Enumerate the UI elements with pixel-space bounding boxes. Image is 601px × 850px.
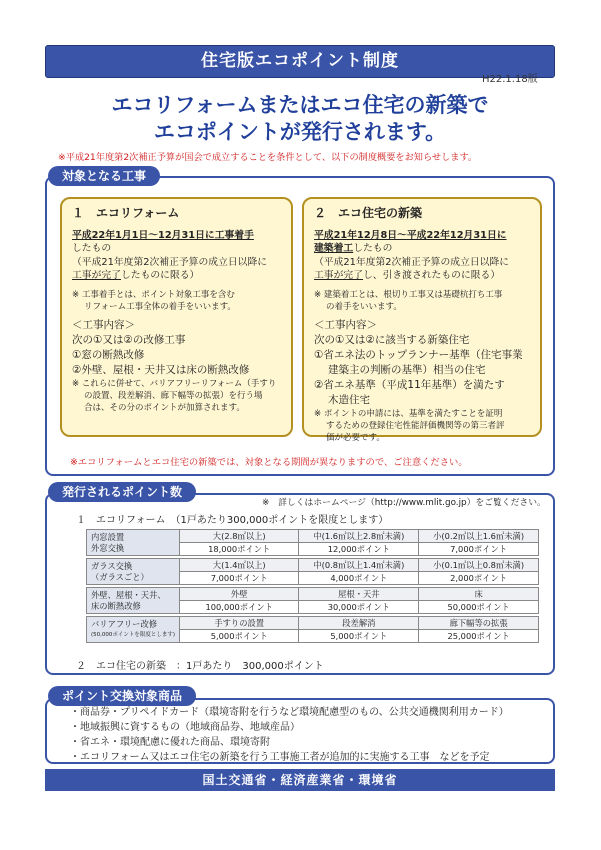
exchange-item: ・商品券・プリペイドカード（環境寄附を行うなど環境配慮型のもの、公共交通機関利用カード） [70,707,509,718]
points-table-value-cell: 100,000ポイント [179,601,299,614]
eco-reform-c3: ②外壁、屋根・天井又は床の断熱改修 [72,363,250,376]
points-table-size-cell: 手すりの設置 [179,617,299,630]
points-table-category: 内窓設置 外窓交換 [87,530,180,556]
eco-house-note1: ※ 建築着工とは、根切り工事又は基礎杭打ち工事 [314,289,503,300]
headline [40,92,560,146]
headline-line2: エコポイントが発行されます。 [153,120,447,144]
eco-reform-content-title: ＜工事内容＞ [72,318,135,331]
period-warning: ※エコリフォームとエコ住宅の新築では、対象となる期間が異なりますので、ご注意ください。 [70,457,468,468]
eco-house-c3: 建築主の判断の基準）相当の住宅 [328,363,486,376]
points-table-value-cell: 2,000ポイント [419,572,539,585]
points-table-value-cell: 5,000ポイント [299,630,419,643]
exchange-items-list [70,705,509,765]
points-table-size-cell: 小(0.2㎡以上1.6㎡未満) [419,530,539,543]
eco-reform-points-line: １ エコリフォーム （1戸あたり300,000ポイントを限度とします） [76,515,389,526]
eco-reform-note1: ※ 工事着手とは、ポイント対象工事を含む [72,289,235,300]
points-table-value-cell: 30,000ポイント [299,601,419,614]
eco-reform-heading: １ エコリフォーム [72,206,180,220]
eco-house-n3: 価が必要です。 [326,432,385,443]
eco-reform-n3: 合は、その分のポイントが加算されます。 [84,402,245,413]
points-table-value-cell: 7,000ポイント [419,543,539,556]
eco-house-heading: ２ エコ住宅の新築 [314,206,423,220]
eco-house-n2: するための登録住宅性能評価機関等の第三者評 [326,420,505,431]
eco-reform-c1: 次の①又は②の改修工事 [72,333,186,346]
points-table-category: 外壁、屋根・天井、 床の断熱改修 [87,588,180,614]
homepage-reference: ※ 詳しくはホームページ（http://www.mlit.go.jp）をご覧ください。 [262,498,546,508]
points-table-category: バリアフリー改修 (50,000ポイントを限度とします) [87,617,180,643]
eco-house-period1: 平成21年12月8日～平成22年12月31日に [314,229,507,241]
eco-reform-n1: ※ これらに併せて、バリアフリーリフォーム（手すり [72,378,277,389]
eco-house-c4: ②省エネ基準（平成11年基準）を満たす [314,378,505,391]
points-table-size-cell: 大(2.8㎡以上) [179,530,299,543]
points-table-value-cell: 18,000ポイント [179,543,299,556]
eco-house-cond2: 工事が完了し、引き渡されたものに限る） [314,270,501,281]
points-table-head-row [87,617,539,630]
points-table [86,529,539,643]
eco-house-note2: の着手をいいます。 [326,301,402,312]
eco-reform-cond2: 工事が完了したものに限る） [72,270,200,281]
points-table-size-cell: 屋根・天井 [299,588,419,601]
section-title-exchange: ポイント交換対象商品 [48,686,196,706]
points-table-value-cell: 7,000ポイント [179,572,299,585]
headline-line1: エコリフォームまたはエコ住宅の新築で [111,93,489,117]
page-title: 住宅版エコポイント制度 [45,45,555,78]
exchange-item: ・地域振興に資するもの（地域商品券、地域産品） [70,722,300,733]
points-table-head-row [87,559,539,572]
points-table-value-cell: 12,000ポイント [299,543,419,556]
points-table-value-cell: 4,000ポイント [299,572,419,585]
eco-house-points-line: ２ エコ住宅の新築 ：1戸あたり 300,000ポイント [76,661,324,672]
exchange-item: ・省エネ・環境配慮に優れた商品、環境寄附 [70,737,270,748]
points-table-size-cell: 外壁 [179,588,299,601]
eco-reform-c2: ①窓の断熱改修 [72,348,145,361]
eco-house-period2: 建築着工したもの [314,243,393,254]
points-table-size-cell: 大(1.4㎡以上) [179,559,299,572]
points-table-size-cell: 床 [419,588,539,601]
eco-house-n1: ※ ポイントの申請には、基準を満たすことを証明 [314,408,503,419]
eco-reform-note2: リフォーム工事全体の着手をいいます。 [84,301,236,312]
eco-house-cond1: （平成21年度第2次補正予算の成立日以降に [314,256,510,268]
points-table-value-cell: 50,000ポイント [419,601,539,614]
points-table-head-row [87,530,539,543]
points-table-category: ガラス交換 （ガラスごと） [87,559,180,585]
points-table-size-cell: 中(0.8㎡以上1.4㎡未満) [299,559,419,572]
section-title-target-works: 対象となる工事 [48,166,160,186]
eco-house-box [302,197,542,443]
eco-reform-box [60,197,293,437]
notice-text: ※平成21年度第2次補正予算が国会で成立することを条件として、以下の制度概要をお知らせします。 [58,152,478,163]
points-table-size-cell: 中(1.6㎡以上2.8㎡未満) [299,530,419,543]
section-title-points: 発行されるポイント数 [48,482,196,502]
eco-house-content-title: ＜工事内容＞ [314,318,377,331]
eco-house-c5: 木造住宅 [328,393,370,406]
eco-house-c2: ①省エネ法のトップランナー基準（住宅事業 [314,348,523,361]
exchange-item: ・エコリフォーム又はエコ住宅の新築を行う工事施工者が追加的に実施する工事 などを予定 [70,752,490,763]
eco-reform-cond1: （平成21年度第2次補正予算の成立日以降に [72,256,268,268]
points-table-size-cell: 小(0.1㎡以上0.8㎡未満) [419,559,539,572]
ministries-footer: 国土交通省・経済産業省・環境省 [45,769,555,791]
eco-reform-period-suffix: したもの [72,243,112,254]
points-table-head-row [87,588,539,601]
points-table-size-cell: 段差解消 [299,617,419,630]
eco-reform-period: 平成22年1月1日～12月31日に工事着手 [72,229,254,241]
eco-house-c1: 次の①又は②に該当する新築住宅 [314,333,470,346]
version-date: H22.1.18版 [482,74,538,85]
points-table-value-cell: 25,000ポイント [419,630,539,643]
points-table-value-cell: 5,000ポイント [179,630,299,643]
eco-reform-n2: の設置、段差解消、廊下幅等の拡張）を行う場 [84,390,263,401]
points-table-size-cell: 廊下幅等の拡張 [419,617,539,630]
